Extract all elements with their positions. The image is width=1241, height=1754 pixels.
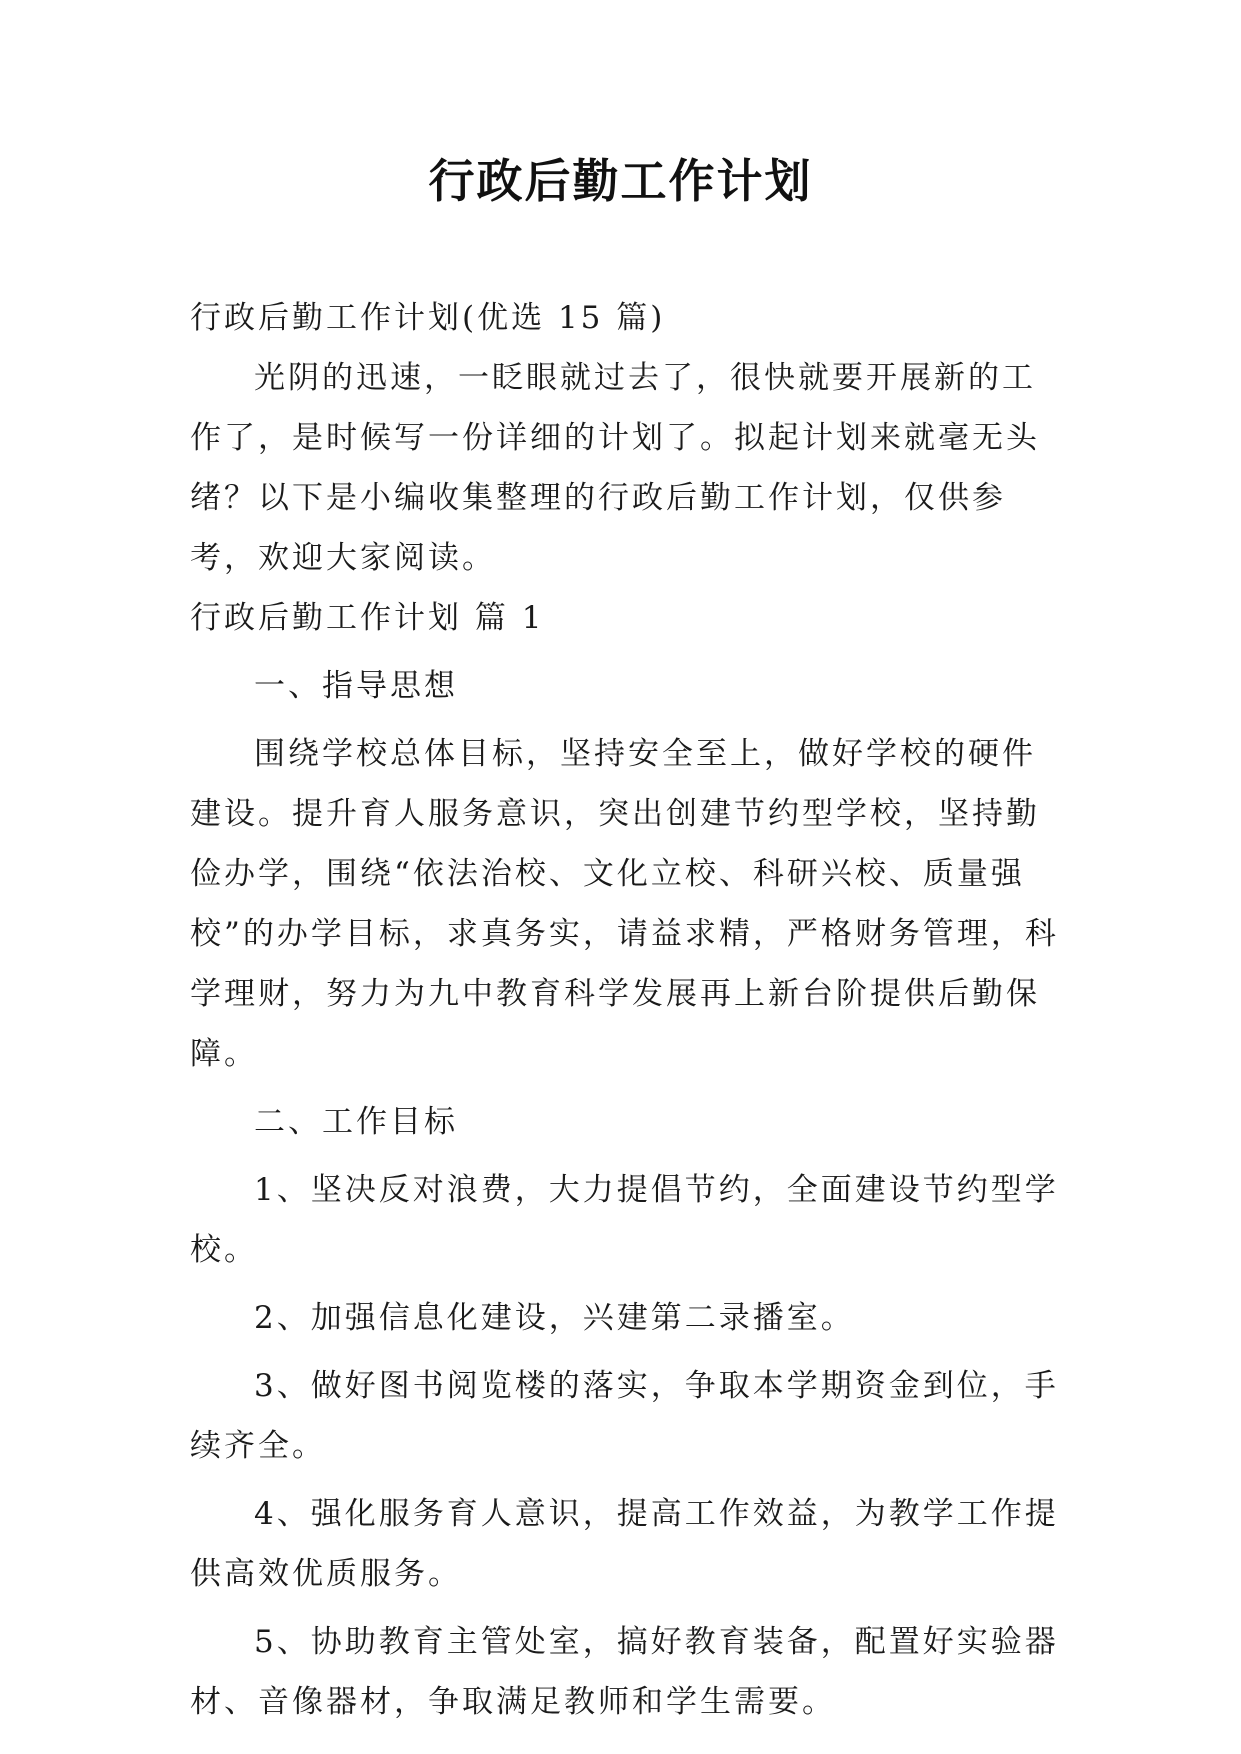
- section-title: 行政后勤工作计划 篇 1: [190, 600, 545, 636]
- intro-paragraph: 光阴的迅速，一眨眼就过去了，很快就要开展新的工作了，是时候写一份详细的计划了。拟起计划来就毫无头绪？以下是小编收集整理的行政后勤工作计划，仅供参考，欢迎大家阅读。: [190, 360, 1040, 576]
- document-subtitle: 行政后勤工作计划(优选 15 篇): [190, 300, 666, 336]
- list-item: 2、加强信息化建设，兴建第二录播室。: [254, 1300, 855, 1336]
- heading-guiding-ideology: 一、指导思想: [254, 668, 458, 704]
- list-item: 5、协助教育主管处室，搞好教育装备，配置好实验器材、音像器材，争取满足教师和学生需要。: [190, 1624, 1059, 1720]
- guiding-ideology-paragraph: 围绕学校总体目标，坚持安全至上，做好学校的硬件建设。提升育人服务意识，突出创建节约型学校，坚持勤俭办学，围绕“依法治校、文化立校、科研兴校、质量强校”的办学目标，求真务实，请益求精，严格财务管理，科学理财，努力为九中教育科学发展再上新台阶提供后勤保障。: [190, 736, 1059, 1072]
- document-body: [190, 288, 1060, 1732]
- heading-work-goals: 二、工作目标: [254, 1104, 458, 1140]
- list-item: 4、强化服务育人意识，提高工作效益，为教学工作提供高效优质服务。: [190, 1496, 1059, 1592]
- list-item: 1、坚决反对浪费，大力提倡节约，全面建设节约型学校。: [190, 1172, 1059, 1268]
- document-title: 行政后勤工作计划: [428, 154, 813, 208]
- list-item: 3、做好图书阅览楼的落实，争取本学期资金到位，手续齐全。: [190, 1368, 1059, 1464]
